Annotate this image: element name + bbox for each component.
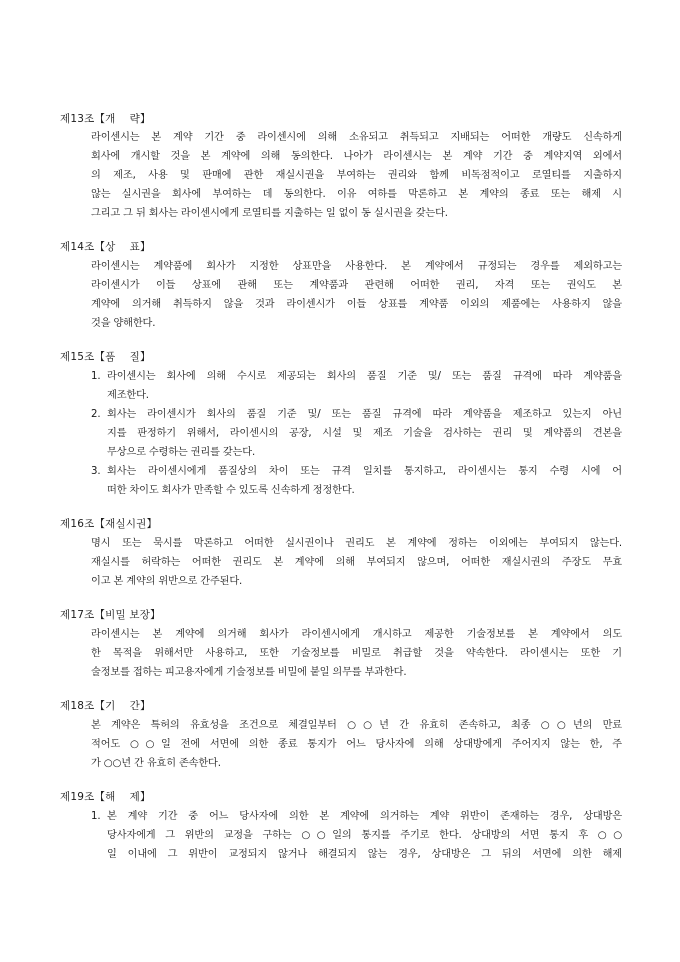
paragraph-line: 라이센시는 본 계약 기간 중 라이센시에 의해 소유되고 취득되고 지배되는 어떠한 개량도 신속하게 (91, 132, 622, 143)
item-line: 떠한 차이도 회사가 만족할 수 있도록 신속하게 정정한다. (107, 485, 355, 496)
item-line: 무상으로 수령하는 권리를 갖는다. (107, 447, 256, 458)
article-heading: 제15조【품 질】 (60, 351, 151, 363)
article-heading: 제13조【개 략】 (60, 113, 151, 125)
paragraph-line: 술정보를 접하는 피고용자에게 기술정보를 비밀에 붙일 의무를 부과한다. (91, 667, 407, 678)
paragraph-line: 것을 양해한다. (91, 318, 156, 329)
paragraph-line: 라이센시가 이들 상표에 관해 또는 계약품과 관련해 어떠한 권리, 자격 또는 권익도 본 (91, 280, 622, 291)
item-line: 라이센시는 회사에 의해 수시로 제공되는 회사의 품질 기준 및/ 또는 품질 규격에 따라 계약품을 (107, 371, 622, 382)
item-number: 2. (91, 409, 101, 420)
paragraph-line: 적어도 ○○일 전에 서면에 의한 종료 통지가 어느 당사자에 의해 상대방에게 주어지지 않는 한, 주 (91, 739, 622, 750)
article-heading: 제18조【기 간】 (60, 700, 151, 712)
article-heading: 제16조【재실시권】 (60, 518, 158, 530)
paragraph-line: 그리고 그 뒤 회사는 라이센시에게 로열티를 지출하는 일 없이 동 실시권을 갖는다. (91, 208, 448, 219)
paragraph-line: 회사에 개시할 것을 본 계약에 의해 동의한다. 나아가 라이센시는 본 계약 기간 중 계약지역 외에서 (91, 151, 622, 162)
paragraph-line: 이고 본 계약의 위반으로 간주된다. (91, 576, 243, 587)
item-number: 3. (91, 466, 101, 477)
item-number: 1. (91, 811, 101, 822)
paragraph-line: 라이센시는 본 계약에 의거해 회사가 라이센시에게 개시하고 제공한 기술정보를 본 계약에서 의도 (91, 629, 622, 640)
paragraph-line: 않는 실시권을 회사에 부여하는 데 동의한다. 이유 여하를 막론하고 본 계약의 종료 또는 해제 시 (91, 189, 622, 200)
paragraph-line: 명시 또는 묵시를 막론하고 어떠한 실시권이나 권리도 본 계약에 정하는 이외에는 부여되지 않는다. (91, 538, 622, 549)
item-line: 일 이내에 그 위반이 교정되지 않거나 해결되지 않는 경우, 상대방은 그 뒤의 서면에 의한 해제 (107, 849, 622, 860)
item-line: 지를 판정하기 위해서, 라이센시의 공장, 시설 및 제조 기술을 검사하는 권리 및 계약품의 견본을 (107, 428, 622, 439)
paragraph-line: 라이센시는 계약품에 회사가 지정한 상표만을 사용한다. 본 계약에서 규정되는 경우를 제외하고는 (91, 261, 622, 272)
paragraph-line: 계약에 의거해 취득하지 않을 것과 라이센시가 이들 상표를 계약품 이외의 제품에는 사용하지 않을 (91, 299, 622, 310)
item-number: 1. (91, 371, 101, 382)
paragraph-line: 의 제조, 사용 및 판매에 관한 재실시권을 부여하는 권리와 함께 비독점적이고 로열티를 지출하지 (91, 170, 622, 181)
item-line: 회사는 라이센시에게 품질상의 차이 또는 규격 일치를 통지하고, 라이센시는 통지 수령 시에 어 (107, 466, 622, 477)
article-heading: 제19조【해 제】 (60, 791, 151, 803)
article-heading: 제17조【비밀 보장】 (60, 609, 161, 621)
paragraph-line: 가 ○○년 간 유효히 존속한다. (91, 758, 221, 769)
item-line: 회사는 라이센시가 회사의 품질 기준 및/ 또는 품질 규격에 따라 계약품을 제조하고 있는지 아닌 (107, 409, 622, 420)
paragraph-line: 한 목적을 위해서만 사용하고, 또한 기술정보를 비밀로 취급할 것을 약속한다. 라이센시는 또한 기 (91, 648, 622, 659)
article-heading: 제14조【상 표】 (60, 241, 151, 253)
item-line: 제조한다. (107, 390, 149, 401)
paragraph-line: 본 계약은 특허의 유효성을 조건으로 체결일부터 ○○년 간 유효히 존속하고, 최종 ○○년의 만료 (91, 720, 622, 731)
item-line: 본 계약 기간 중 어느 당사자에 의한 본 계약에 의거하는 계약 위반이 존재하는 경우, 상대방은 (107, 811, 622, 822)
item-line: 당사자에게 그 위반의 교정을 구하는 ○○일의 통지를 주기로 한다. 상대방의 서면 통지 후 ○○ (107, 830, 622, 841)
paragraph-line: 재실시를 허락하는 어떠한 권리도 본 계약에 의해 부여되지 않으며, 어떠한 재실시권의 주장도 무효 (91, 557, 622, 568)
